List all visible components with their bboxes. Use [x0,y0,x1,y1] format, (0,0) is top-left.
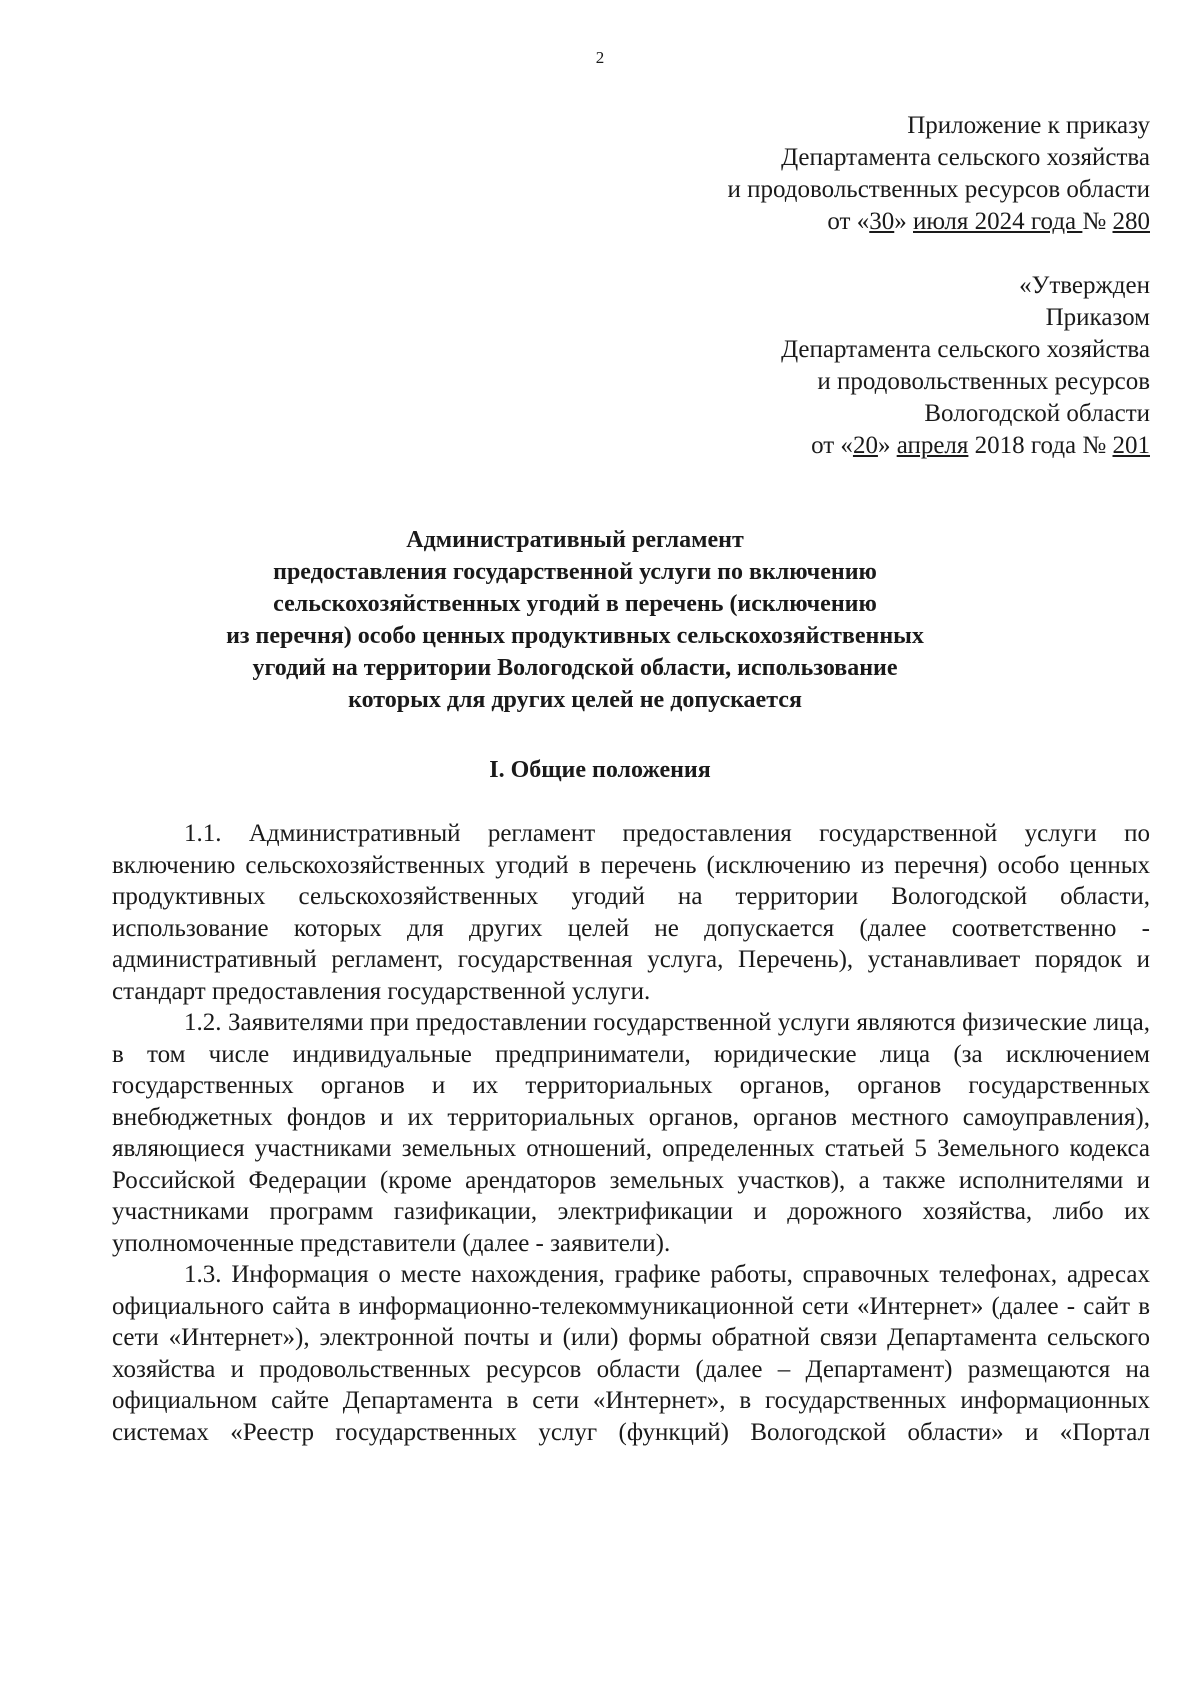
body-text [112,818,1150,1448]
approval-line: и продовольственных ресурсов [817,368,1150,395]
title-line: из перечня) особо ценных продуктивных сельскохозяйственных [226,623,924,649]
approval-header [781,270,1150,462]
title-line: Административный регламент [406,527,744,553]
date-mid: » [877,432,897,459]
approval-line: Департамента сельского хозяйства [781,336,1150,363]
approval-day: 20 [852,432,878,459]
number-sign: № [1082,208,1113,235]
title-line: сельскохозяйственных угодий в перечень (исключению [273,591,877,617]
appendix-day: 30 [869,208,895,235]
approval-year: 2018 года № [968,432,1113,459]
title-line: которых для других целей не допускается [348,687,802,713]
approval-month: апреля [896,432,969,459]
document-title [110,524,1040,716]
approval-number: 201 [1112,432,1150,459]
appendix-date-line [728,206,1150,238]
appendix-line: Приложение к приказу [907,112,1150,139]
appendix-month-year: июля 2024 года [913,208,1083,235]
title-line: предоставления государственной услуги по включению [273,559,877,585]
approval-line: Вологодской области [924,400,1150,427]
page-number: 2 [595,48,605,67]
approval-date-line [781,430,1150,462]
paragraph: 1.2. Заявителями при предоставлении государственной услуги являются физические лица, в том числе индивидуальные предприниматели, юридические лица (за исключением государственных органов и их территориальных органов, органов государственных внебюджетных фондов и их территориальных органов, органов местного самоуправления), являющиеся участниками земельных отношений, определенных статьей 5 Земельного кодекса Российской Федерации (кроме арендаторов земельных участков), а также исполнителями и участниками программ газификации, электрификации и дорожного хозяйства, либо их уполномоченные представители (далее - заявители). [112,1009,1150,1257]
paragraph: 1.1. Административный регламент предоставления государственной услуги по включению сельскохозяйственных угодий в перечень (исключению из перечня) особо ценных продуктивных сельскохозяйственных угодий на территории Вологодской области, использование которых для других целей не допускается (далее соответственно - административный регламент, государственная услуга, Перечень), устанавливает порядок и стандарт предоставления государственной услуги. [112,820,1150,1005]
appendix-header [728,110,1150,238]
appendix-line: и продовольственных ресурсов области [727,176,1150,203]
approval-line: Приказом [1045,304,1150,331]
date-prefix: от « [811,432,853,459]
section-heading: I. Общие положения [489,757,711,783]
paragraph: 1.3. Информация о месте нахождения, графике работы, справочных телефонах, адресах официального сайта в информационно-телекоммуникационной сети «Интернет» (далее - сайт в сети «Интернет»), электронной почты и (или) формы обратной связи Департамента сельского хозяйства и продовольственных ресурсов области (далее – Департамент) размещаются на официальном сайте Департамента в сети «Интернет», в государственных информационных системах «Реестр государственных услуг (функций) Вологодской области» и «Портал [112,1261,1150,1446]
appendix-number: 280 [1112,208,1150,235]
approval-line: «Утвержден [1019,272,1150,299]
appendix-line: Департамента сельского хозяйства [781,144,1150,171]
date-prefix: от « [827,208,870,235]
title-line: угодий на территории Вологодской области, использование [252,655,898,681]
date-mid: » [894,208,913,235]
